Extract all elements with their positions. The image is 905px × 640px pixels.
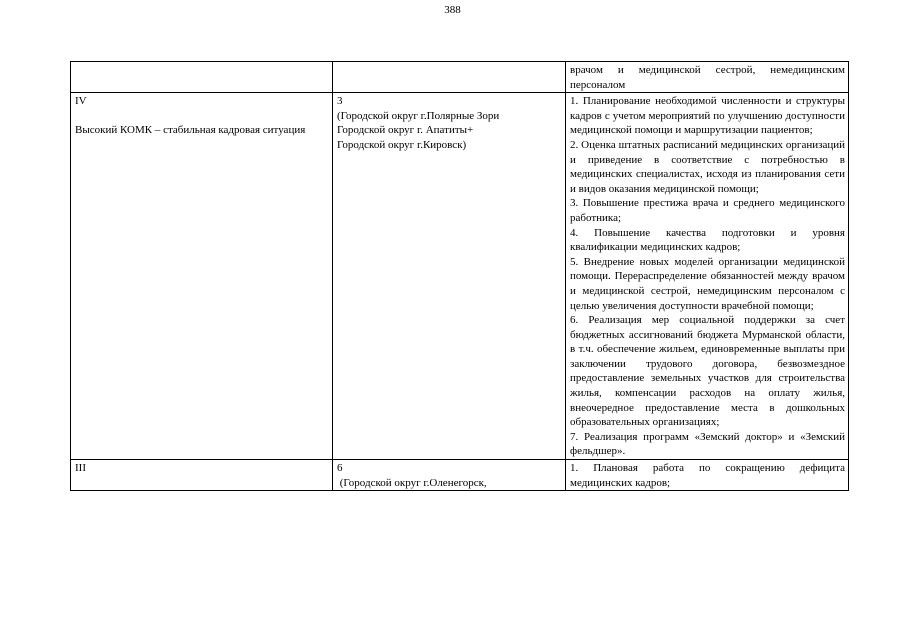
table-row xyxy=(71,460,849,491)
table-cell-measures xyxy=(566,460,849,491)
district-count: 6 xyxy=(337,462,343,475)
table-cell-category xyxy=(71,460,333,491)
table-cell xyxy=(71,62,333,93)
table-cell-category xyxy=(71,93,333,460)
district-name: Городской округ г. Апатиты+ xyxy=(337,124,474,137)
table-cell-measures xyxy=(566,93,849,460)
measure-item: 5. Внедрение новых моделей организации медицинской помощи. Перераспределение обязанностей между врачом и медицинской сестрой, немедицинским персоналом с целью увеличения доступности врачебной помощи; xyxy=(570,255,845,312)
table-cell-districts xyxy=(333,93,566,460)
table-cell-measures: врачом и медицинской сестрой, немедицинским персоналом xyxy=(566,62,849,93)
rank-label: IV xyxy=(75,95,87,108)
district-count: 3 xyxy=(337,95,343,108)
page-number: 388 xyxy=(444,4,461,16)
table-row xyxy=(71,93,849,460)
measure-item: 3. Повышение престижа врача и среднего медицинского работника; xyxy=(570,197,845,224)
table-cell xyxy=(333,62,566,93)
measure-item: 7. Реализация программ «Земский доктор» и «Земский фельдшер». xyxy=(570,430,845,458)
measure-item: 6. Реализация мер социальной поддержки за счет бюджетных ассигнований бюджета Мурманской области, в т.ч. обеспечение жильем, единовременные выплаты при заключении трудового договора, безвозмездное предоставление земельных участков для строительства жилья, компенсации расходов на оплату жилья, внеочередное предоставление места в дошкольных образовательных организациях; xyxy=(570,314,845,429)
category-label: Высокий КОМК – стабильная кадровая ситуация xyxy=(75,124,306,137)
measure-item: 1. Планирование необходимой численности и структуры кадров с учетом мероприятий по улучшению доступности медицинской помощи и маршрутизации пациентов; xyxy=(570,95,845,137)
measure-item: 1. Плановая работа по сокращению дефицита медицинских кадров; xyxy=(570,462,845,489)
table-cell-districts xyxy=(333,460,566,491)
rank-label: III xyxy=(75,462,86,475)
measure-item: 4. Повышение качества подготовки и уровня квалификации медицинских кадров; xyxy=(570,226,845,254)
measures-table xyxy=(70,61,849,491)
measure-item: 2. Оценка штатных расписаний медицинских организаций и приведение в соответствие с потребностью в медицинских специалистах, исходя из планирования сети и видов оказания медицинской помощи; xyxy=(570,138,845,195)
district-name: Городской округ г.Кировск) xyxy=(337,138,467,151)
table-row xyxy=(71,62,849,93)
district-name: (Городской округ г.Оленегорск, xyxy=(337,476,487,489)
district-name: (Городской округ г.Полярные Зори xyxy=(337,109,500,122)
